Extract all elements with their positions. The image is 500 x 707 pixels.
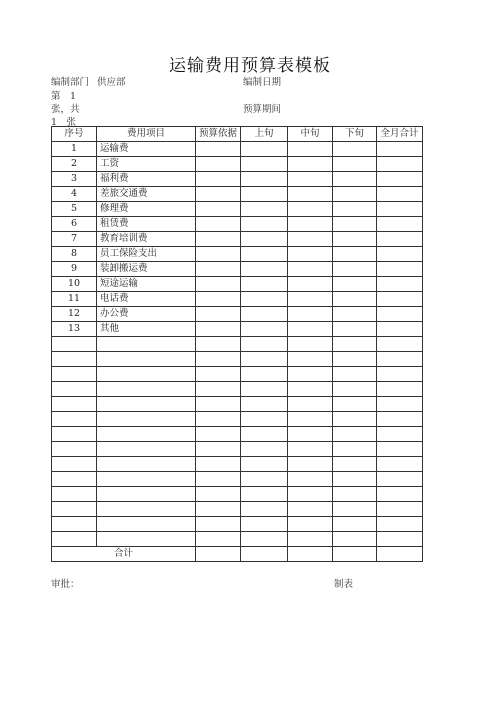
empty-cell (377, 157, 423, 172)
empty-cell (241, 232, 288, 247)
empty-cell (377, 427, 423, 442)
document-title: 运输费用预算表模板 (169, 56, 331, 76)
empty-cell (52, 382, 97, 397)
empty-cell (97, 517, 196, 532)
empty-cell (333, 157, 377, 172)
expense-item-name: 工资 (97, 157, 196, 172)
empty-cell (377, 457, 423, 472)
table-row (52, 142, 423, 157)
empty-cell (52, 502, 97, 517)
column-header: 费用项目 (97, 127, 196, 142)
empty-cell (333, 142, 377, 157)
empty-cell (288, 277, 333, 292)
empty-cell (333, 427, 377, 442)
empty-cell (288, 472, 333, 487)
empty-cell (377, 502, 423, 517)
empty-cell (241, 277, 288, 292)
empty-cell (241, 427, 288, 442)
expense-item-name: 电话费 (97, 292, 196, 307)
empty-cell (241, 157, 288, 172)
page-number-line1: 第 1 (51, 91, 77, 102)
empty-cell (288, 307, 333, 322)
empty-cell (97, 397, 196, 412)
approve-label: 审批： (51, 579, 80, 590)
empty-cell (333, 352, 377, 367)
empty-cell (377, 382, 423, 397)
empty-cell (97, 487, 196, 502)
row-number: 1 (52, 142, 97, 157)
column-header: 下旬 (333, 127, 377, 142)
column-header: 预算依据 (196, 127, 241, 142)
table-row (52, 262, 423, 277)
budget-table (51, 126, 423, 562)
empty-cell (52, 412, 97, 427)
empty-cell (196, 412, 241, 427)
row-number: 5 (52, 202, 97, 217)
empty-cell (288, 442, 333, 457)
empty-cell (377, 517, 423, 532)
empty-cell (377, 202, 423, 217)
empty-cell (241, 457, 288, 472)
empty-cell (288, 352, 333, 367)
empty-cell (288, 217, 333, 232)
table-row (52, 277, 423, 292)
table-row (52, 502, 423, 517)
empty-cell (52, 397, 97, 412)
empty-cell (333, 337, 377, 352)
empty-cell (52, 352, 97, 367)
table-row (52, 487, 423, 502)
empty-cell (288, 322, 333, 337)
empty-cell (333, 187, 377, 202)
empty-cell (241, 352, 288, 367)
empty-cell (241, 517, 288, 532)
empty-cell (196, 367, 241, 382)
empty-cell (196, 232, 241, 247)
empty-cell (52, 367, 97, 382)
empty-cell (52, 472, 97, 487)
empty-cell (377, 367, 423, 382)
empty-cell (196, 517, 241, 532)
empty-cell (196, 187, 241, 202)
row-number: 6 (52, 217, 97, 232)
row-number: 12 (52, 307, 97, 322)
empty-cell (52, 442, 97, 457)
total-row (52, 547, 423, 562)
empty-cell (377, 232, 423, 247)
empty-cell (288, 457, 333, 472)
table-row (52, 532, 423, 547)
empty-cell (52, 337, 97, 352)
empty-cell (377, 352, 423, 367)
total-label: 合计 (52, 547, 196, 562)
dept-value: 供应部 (97, 77, 126, 88)
empty-cell (288, 517, 333, 532)
empty-cell (288, 337, 333, 352)
empty-cell (377, 277, 423, 292)
empty-cell (241, 322, 288, 337)
table-row (52, 322, 423, 337)
empty-cell (196, 397, 241, 412)
empty-cell (333, 247, 377, 262)
column-header: 序号 (52, 127, 97, 142)
empty-cell (196, 142, 241, 157)
empty-cell (377, 487, 423, 502)
empty-cell (241, 367, 288, 382)
empty-cell (288, 382, 333, 397)
page-number-line2: 张，共 (51, 104, 80, 115)
empty-cell (288, 547, 333, 562)
empty-cell (241, 292, 288, 307)
empty-cell (333, 232, 377, 247)
empty-cell (97, 382, 196, 397)
table-row (52, 352, 423, 367)
table-row (52, 517, 423, 532)
empty-cell (333, 307, 377, 322)
empty-cell (241, 397, 288, 412)
expense-item-name: 教育培训费 (97, 232, 196, 247)
expense-item-name: 其他 (97, 322, 196, 337)
empty-cell (288, 172, 333, 187)
empty-cell (97, 442, 196, 457)
empty-cell (196, 352, 241, 367)
empty-cell (97, 427, 196, 442)
table-header-row (52, 127, 423, 142)
empty-cell (241, 262, 288, 277)
empty-cell (196, 217, 241, 232)
empty-cell (377, 187, 423, 202)
empty-cell (52, 517, 97, 532)
row-number: 11 (52, 292, 97, 307)
row-number: 8 (52, 247, 97, 262)
expense-item-name: 差旅交通费 (97, 187, 196, 202)
empty-cell (196, 202, 241, 217)
table-row (52, 187, 423, 202)
empty-cell (333, 397, 377, 412)
table-row (52, 247, 423, 262)
table-row (52, 202, 423, 217)
expense-item-name: 福利费 (97, 172, 196, 187)
table-row (52, 232, 423, 247)
empty-cell (333, 532, 377, 547)
empty-cell (288, 502, 333, 517)
empty-cell (196, 487, 241, 502)
empty-cell (333, 442, 377, 457)
empty-cell (97, 367, 196, 382)
empty-cell (97, 472, 196, 487)
empty-cell (52, 487, 97, 502)
empty-cell (196, 292, 241, 307)
expense-item-name: 员工保险支出 (97, 247, 196, 262)
empty-cell (377, 247, 423, 262)
empty-cell (241, 442, 288, 457)
empty-cell (288, 487, 333, 502)
empty-cell (97, 337, 196, 352)
empty-cell (377, 307, 423, 322)
empty-cell (97, 352, 196, 367)
empty-cell (241, 502, 288, 517)
empty-cell (377, 292, 423, 307)
empty-cell (241, 142, 288, 157)
empty-cell (333, 412, 377, 427)
empty-cell (288, 427, 333, 442)
expense-item-name: 办公费 (97, 307, 196, 322)
empty-cell (288, 262, 333, 277)
expense-item-name: 租赁费 (97, 217, 196, 232)
column-header: 中旬 (288, 127, 333, 142)
empty-cell (97, 532, 196, 547)
empty-cell (377, 142, 423, 157)
empty-cell (196, 307, 241, 322)
empty-cell (377, 322, 423, 337)
table-row (52, 457, 423, 472)
empty-cell (241, 217, 288, 232)
empty-cell (241, 247, 288, 262)
empty-cell (196, 472, 241, 487)
table-row (52, 172, 423, 187)
empty-cell (288, 397, 333, 412)
empty-cell (288, 292, 333, 307)
table-row (52, 382, 423, 397)
empty-cell (333, 382, 377, 397)
row-number: 10 (52, 277, 97, 292)
empty-cell (241, 187, 288, 202)
empty-cell (333, 517, 377, 532)
empty-cell (196, 547, 241, 562)
empty-cell (377, 412, 423, 427)
empty-cell (196, 502, 241, 517)
empty-cell (288, 187, 333, 202)
expense-item-name: 装卸搬运费 (97, 262, 196, 277)
empty-cell (333, 502, 377, 517)
empty-cell (377, 262, 423, 277)
table-row (52, 367, 423, 382)
empty-cell (241, 202, 288, 217)
empty-cell (196, 277, 241, 292)
empty-cell (241, 382, 288, 397)
empty-cell (196, 427, 241, 442)
empty-cell (333, 217, 377, 232)
period-label: 预算期间 (243, 104, 282, 115)
empty-cell (241, 412, 288, 427)
empty-cell (288, 232, 333, 247)
empty-cell (333, 262, 377, 277)
empty-cell (196, 532, 241, 547)
empty-cell (333, 322, 377, 337)
empty-cell (196, 247, 241, 262)
column-header: 全月合计 (377, 127, 423, 142)
empty-cell (241, 337, 288, 352)
empty-cell (288, 247, 333, 262)
empty-cell (288, 202, 333, 217)
empty-cell (196, 157, 241, 172)
empty-cell (333, 457, 377, 472)
empty-cell (241, 307, 288, 322)
empty-cell (333, 487, 377, 502)
empty-cell (377, 217, 423, 232)
empty-cell (333, 472, 377, 487)
empty-cell (377, 472, 423, 487)
empty-cell (377, 442, 423, 457)
empty-cell (377, 547, 423, 562)
empty-cell (241, 172, 288, 187)
table-row (52, 157, 423, 172)
empty-cell (196, 262, 241, 277)
empty-cell (377, 337, 423, 352)
table-row (52, 397, 423, 412)
empty-cell (196, 322, 241, 337)
row-number: 7 (52, 232, 97, 247)
date-label: 编制日期 (243, 77, 282, 88)
empty-cell (196, 337, 241, 352)
empty-cell (333, 547, 377, 562)
empty-cell (196, 442, 241, 457)
empty-cell (288, 142, 333, 157)
empty-cell (97, 412, 196, 427)
empty-cell (196, 382, 241, 397)
table-row (52, 472, 423, 487)
row-number: 4 (52, 187, 97, 202)
table-row (52, 337, 423, 352)
empty-cell (377, 172, 423, 187)
empty-cell (377, 532, 423, 547)
column-header: 上旬 (241, 127, 288, 142)
table-row (52, 427, 423, 442)
empty-cell (333, 292, 377, 307)
empty-cell (97, 457, 196, 472)
row-number: 13 (52, 322, 97, 337)
empty-cell (241, 547, 288, 562)
table-row (52, 412, 423, 427)
empty-cell (52, 427, 97, 442)
empty-cell (333, 277, 377, 292)
empty-cell (241, 532, 288, 547)
empty-cell (196, 457, 241, 472)
empty-cell (241, 487, 288, 502)
expense-item-name: 短途运输 (97, 277, 196, 292)
empty-cell (377, 397, 423, 412)
table-row (52, 307, 423, 322)
empty-cell (241, 472, 288, 487)
table-row (52, 442, 423, 457)
empty-cell (52, 532, 97, 547)
row-number: 9 (52, 262, 97, 277)
expense-item-name: 修理费 (97, 202, 196, 217)
row-number: 3 (52, 172, 97, 187)
empty-cell (288, 532, 333, 547)
empty-cell (288, 367, 333, 382)
empty-cell (333, 202, 377, 217)
expense-item-name: 运输费 (97, 142, 196, 157)
page-number-line3: 1 张 (51, 117, 77, 128)
empty-cell (333, 367, 377, 382)
empty-cell (288, 412, 333, 427)
row-number: 2 (52, 157, 97, 172)
maker-label: 制表 (334, 579, 354, 590)
empty-cell (97, 502, 196, 517)
empty-cell (196, 172, 241, 187)
dept-label: 编制部门 (51, 77, 90, 88)
empty-cell (288, 157, 333, 172)
empty-cell (52, 457, 97, 472)
table-row (52, 292, 423, 307)
empty-cell (333, 172, 377, 187)
table-body (52, 142, 423, 562)
table-row (52, 217, 423, 232)
